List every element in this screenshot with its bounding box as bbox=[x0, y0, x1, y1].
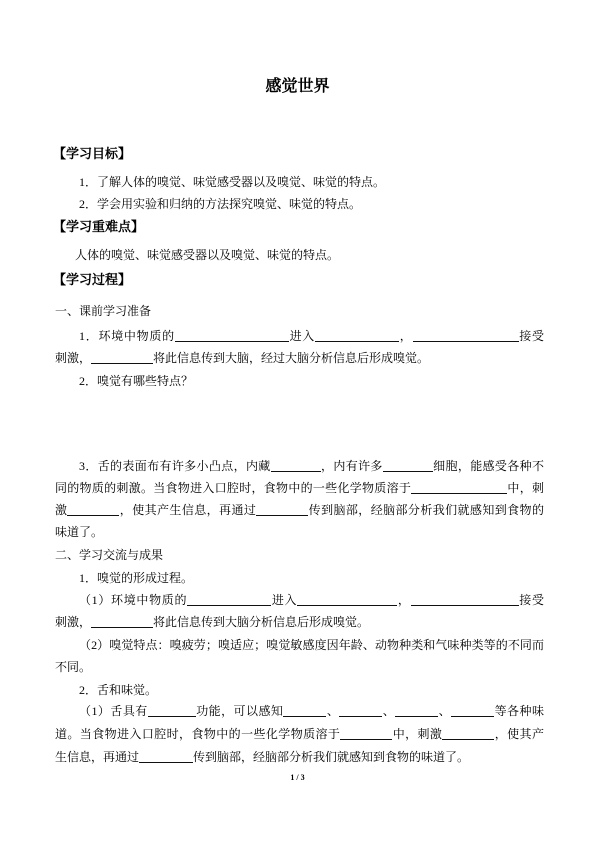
answer-blank bbox=[67, 503, 119, 516]
objective-item: 2．学会用实验和归纳的方法探究嗅觉、味觉的特点。 bbox=[79, 197, 362, 211]
question-text: 将此信息传到大脑，经过大脑分析信息后形成嗅觉。 bbox=[153, 351, 430, 365]
question-1-line bbox=[55, 348, 429, 368]
answer-blank bbox=[187, 593, 271, 606]
paragraph-text: 中，刺激 bbox=[392, 727, 443, 741]
page-title: 感觉世界 bbox=[265, 78, 330, 95]
paragraph-text: 、 bbox=[438, 704, 452, 718]
answer-blank bbox=[148, 704, 196, 717]
subsection-heading-exchange: 二、学习交流与成果 bbox=[55, 548, 164, 562]
question-text: ，内有许多 bbox=[320, 459, 383, 473]
question-text: ， bbox=[399, 329, 413, 343]
taste-paragraph-1-line bbox=[55, 747, 469, 767]
answer-blank bbox=[339, 704, 382, 717]
answer-blank bbox=[411, 593, 519, 606]
question-text: 接受 bbox=[518, 329, 544, 343]
paragraph-text: 将此信息传到大脑分析信息后形成嗅觉。 bbox=[153, 615, 370, 629]
answer-blank bbox=[283, 704, 326, 717]
question-3-line bbox=[55, 500, 544, 520]
item-title-smell: 1．嗅觉的形成过程。 bbox=[79, 571, 194, 585]
answer-blank bbox=[451, 704, 494, 717]
answer-blank bbox=[340, 727, 392, 740]
smell-paragraph-2-line bbox=[55, 657, 91, 677]
paragraph-text: 等各种味 bbox=[494, 704, 544, 718]
paragraph-text: 生信息，再通过 bbox=[55, 750, 140, 764]
subsection-heading-prep: 一、课前学习准备 bbox=[55, 304, 152, 318]
question-text: 细胞，能感受各种不 bbox=[432, 459, 544, 473]
section-heading-key-points: 【学习重难点】 bbox=[53, 219, 145, 234]
smell-paragraph-1-line bbox=[55, 612, 369, 632]
objective-item: 1．了解人体的嗅觉、味觉感受器以及嗅觉、味觉的特点。 bbox=[79, 175, 386, 189]
key-points-text: 人体的嗅觉、味觉感受器以及嗅觉、味觉的特点。 bbox=[75, 248, 340, 262]
paragraph-text: 、 bbox=[326, 704, 340, 718]
paragraph-text: （1）舌具有 bbox=[79, 704, 148, 718]
question-text: 中，刺 bbox=[507, 481, 544, 495]
answer-blank bbox=[315, 329, 399, 342]
section-heading-objectives: 【学习目标】 bbox=[53, 146, 132, 161]
question-text: 1．环境中物质的 bbox=[79, 329, 175, 343]
answer-blank bbox=[175, 329, 289, 342]
answer-blank bbox=[442, 727, 494, 740]
question-text: 刺激， bbox=[55, 351, 92, 365]
question-3-line bbox=[55, 522, 103, 542]
answer-blank bbox=[139, 750, 193, 763]
question-text: 进入 bbox=[288, 329, 316, 343]
question-text: ，使其产生信息，再通过 bbox=[119, 503, 257, 517]
smell-paragraph-2-line bbox=[79, 635, 544, 655]
question-1-line bbox=[79, 326, 544, 346]
taste-paragraph-1-line bbox=[79, 701, 544, 721]
paragraph-text: （1）环境中物质的 bbox=[79, 593, 188, 607]
question-2: 2．嗅觉有哪些特点？ bbox=[79, 374, 194, 388]
answer-blank bbox=[91, 615, 153, 628]
paragraph-text: 道。当食物进入口腔时，食物中的一些化学物质溶于 bbox=[55, 727, 341, 741]
page-number: 1 / 3 bbox=[290, 773, 305, 782]
item-title-taste: 2．舌和味觉。 bbox=[79, 683, 158, 697]
paragraph-text: 进入 bbox=[271, 593, 298, 607]
paragraph-text: 刺激， bbox=[55, 615, 92, 629]
question-3-line bbox=[55, 478, 544, 498]
paragraph-text: 传到脑部，经脑部分析我们就感知到食物的味道了。 bbox=[193, 750, 470, 764]
answer-blank bbox=[256, 503, 308, 516]
smell-paragraph-1-line bbox=[79, 590, 544, 610]
answer-blank bbox=[91, 351, 153, 364]
paragraph-text: ，使其产 bbox=[494, 727, 544, 741]
answer-blank bbox=[411, 481, 507, 494]
answer-blank bbox=[413, 329, 519, 342]
paragraph-text: 不同。 bbox=[55, 660, 92, 674]
paragraph-text: （2）嗅觉特点：嗅疲劳；嗅适应；嗅觉敏感度因年龄、动物种类和气味种类等的不同而 bbox=[79, 638, 544, 652]
paragraph-text: 功能，可以感知 bbox=[195, 704, 284, 718]
taste-paragraph-1-line bbox=[55, 724, 544, 744]
question-text: 同的物质的刺激。当食物进入口腔时，食物中的一些化学物质溶于 bbox=[55, 481, 412, 495]
paragraph-text: ， bbox=[397, 593, 411, 607]
section-heading-process: 【学习过程】 bbox=[53, 272, 132, 287]
answer-blank bbox=[383, 459, 433, 472]
question-text: 味道了。 bbox=[55, 525, 104, 539]
question-text: 3．舌的表面布有许多小凸点，内藏 bbox=[79, 459, 271, 473]
question-3-line bbox=[79, 456, 544, 476]
answer-blank bbox=[271, 459, 321, 472]
paragraph-text: 、 bbox=[382, 704, 396, 718]
question-text: 传到脑部，经脑部分析我们就感知到食物的 bbox=[308, 503, 544, 517]
paragraph-text: 接受 bbox=[518, 593, 544, 607]
question-text: 激 bbox=[55, 503, 68, 517]
answer-blank bbox=[395, 704, 438, 717]
answer-blank bbox=[297, 593, 397, 606]
